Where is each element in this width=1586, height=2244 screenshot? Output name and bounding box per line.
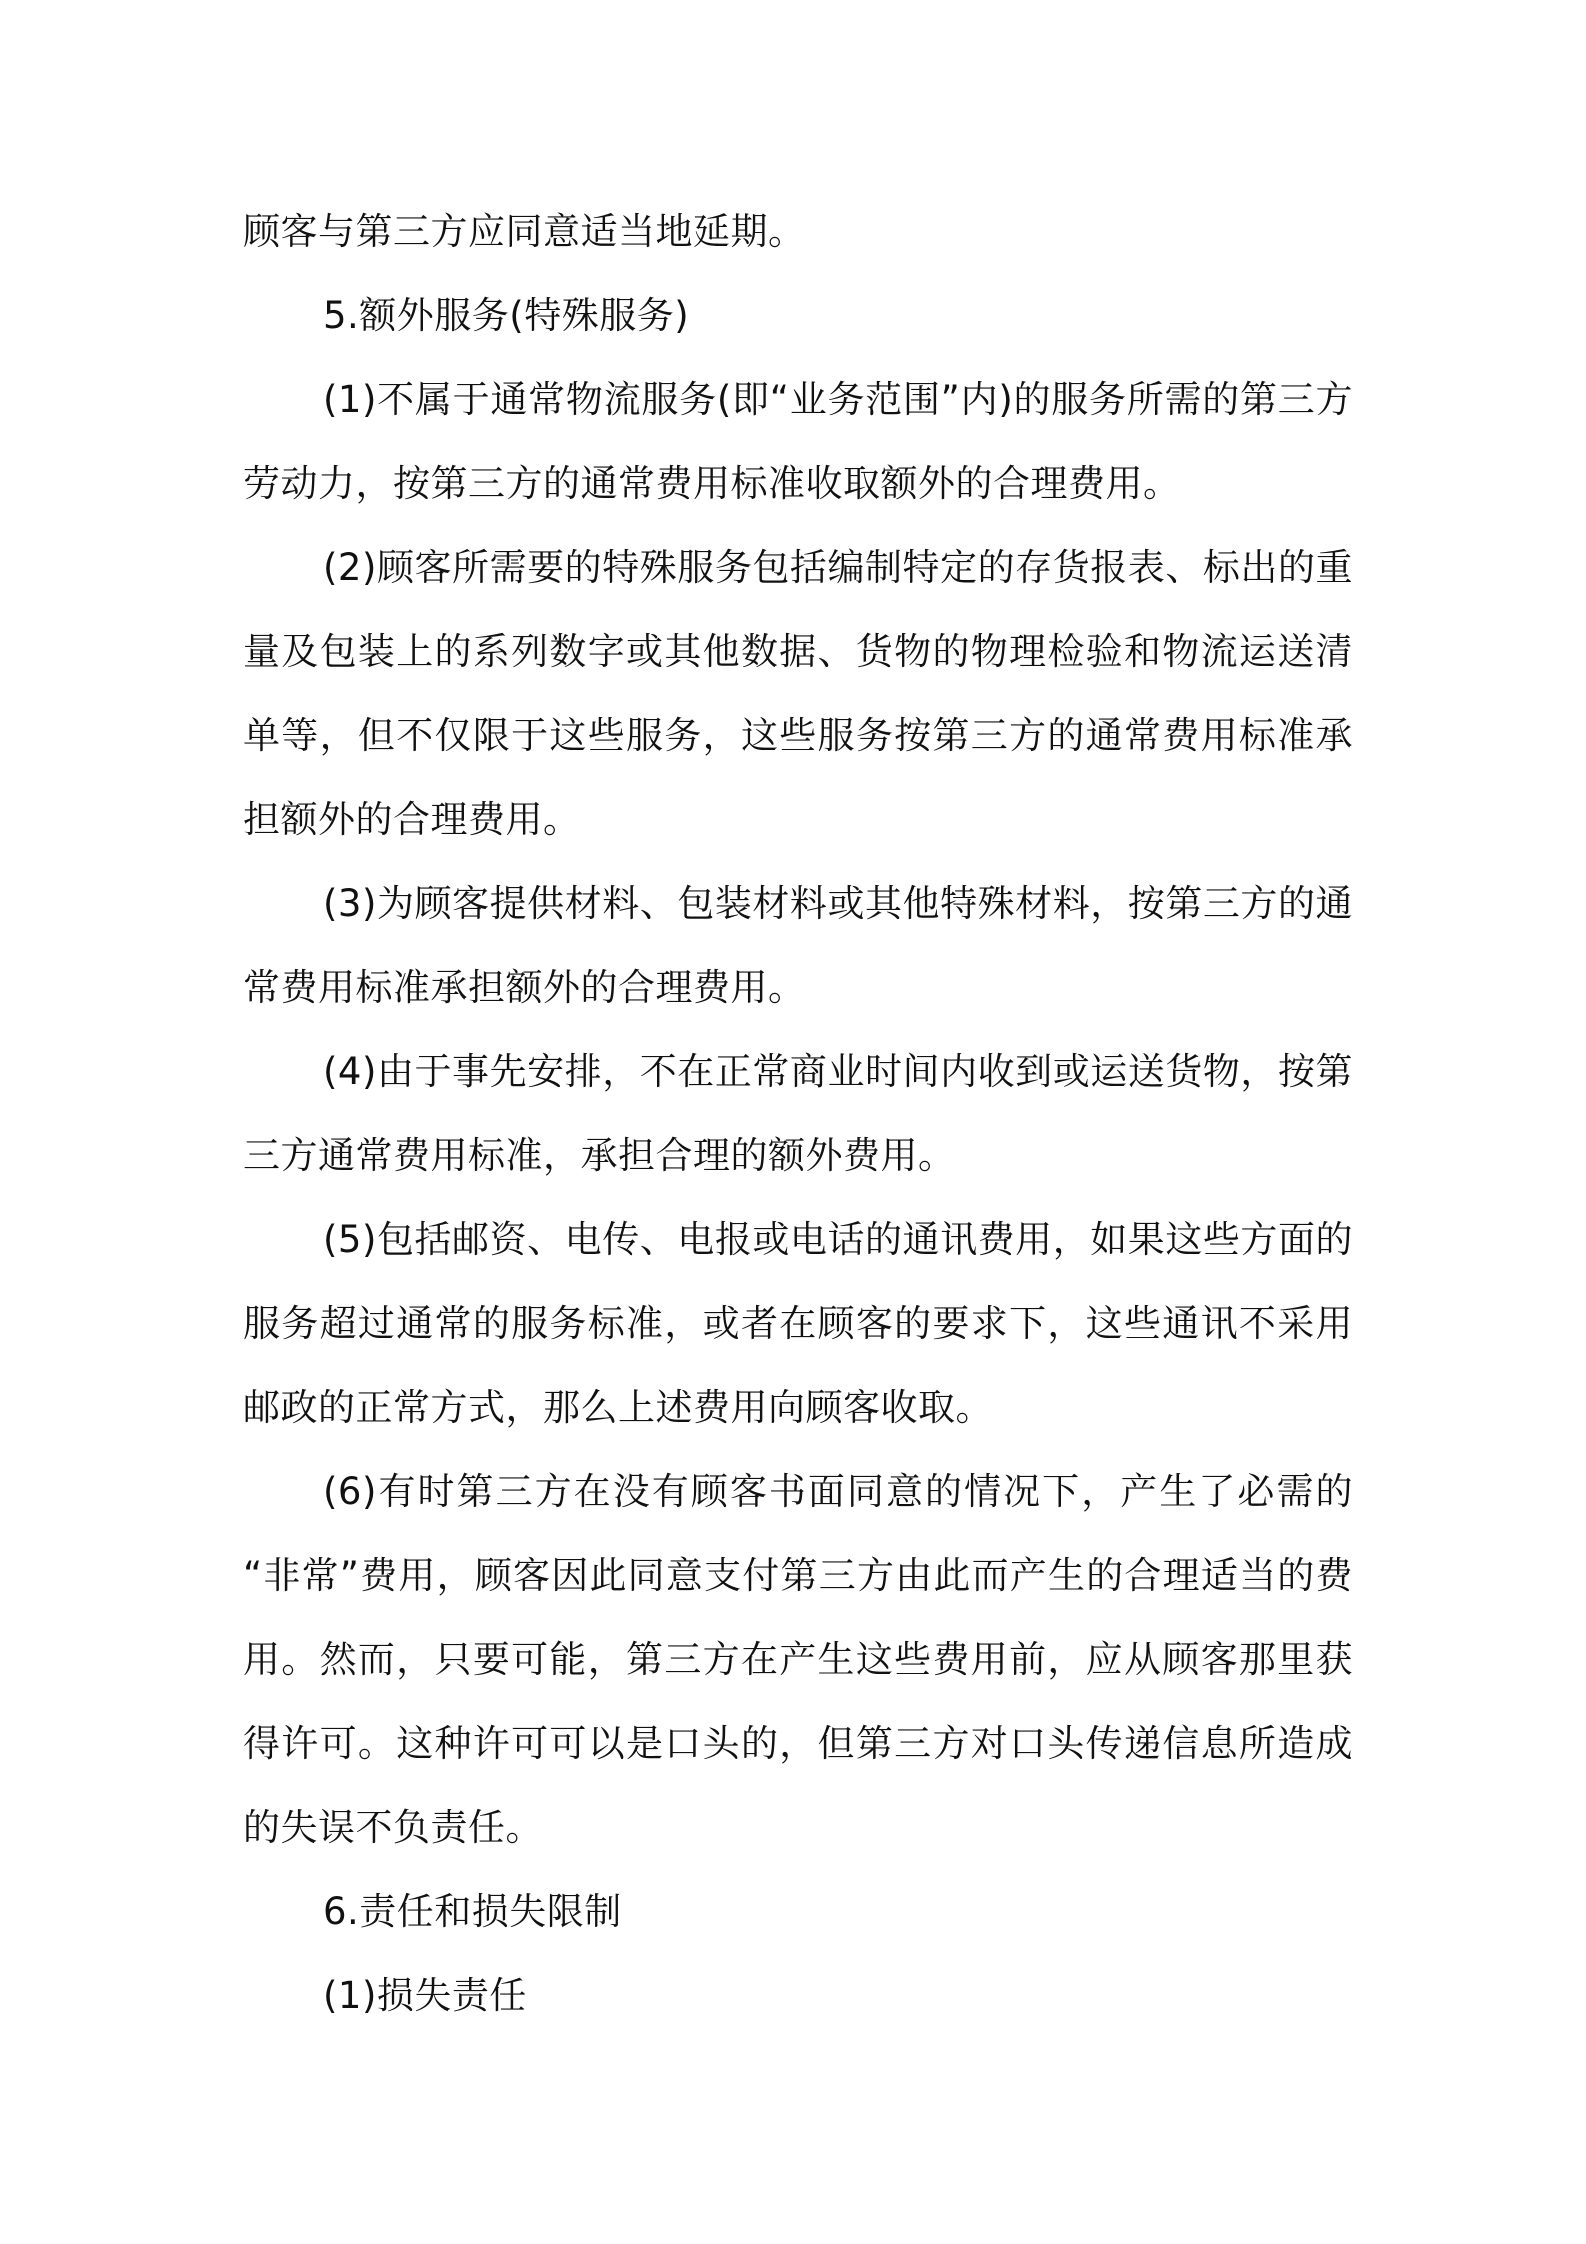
document-body: [243, 190, 1353, 2038]
paragraph-extension-agreement: 顾客与第三方应同意适当地延期。: [243, 210, 806, 253]
paragraph-item-1: (1)不属于通常物流服务(即“业务范围”内)的服务所需的第三方劳动力，按第三方的通常费用标准收取额外的合理费用。: [243, 378, 1353, 505]
paragraph-item-4: (4)由于事先安排，不在正常商业时间内收到或运送货物，按第三方通常费用标准，承担合理的额外费用。: [243, 1050, 1353, 1177]
paragraph-item-6: (6)有时第三方在没有顾客书面同意的情况下，产生了必需的 “非常”费用，顾客因此同意支付第三方由此而产生的合理适当的费用。然而，只要可能，第三方在产生这些费用前，应从顾客那里获得许可。这种许可可以是口头的，但第三方对口头传递信息所造成的失误不负责任。: [243, 1470, 1353, 1849]
paragraph-item-5: (5)包括邮资、电传、电报或电话的通讯费用，如果这些方面的服务超过通常的服务标准，或者在顾客的要求下，这些通讯不采用邮政的正常方式，那么上述费用向顾客收取。: [243, 1218, 1353, 1429]
paragraph-item-3: (3)为顾客提供材料、包装材料或其他特殊材料，按第三方的通常费用标准承担额外的合理费用。: [243, 882, 1353, 1009]
subheading-loss-liability: (1)损失责任: [323, 1974, 527, 2017]
heading-extra-services: 5.额外服务(特殊服务): [323, 294, 690, 337]
heading-liability-limits: 6.责任和损失限制: [323, 1890, 622, 1933]
paragraph-item-2: (2)顾客所需要的特殊服务包括编制特定的存货报表、标出的重量及包装上的系列数字或其他数据、货物的物理检验和物流运送清单等，但不仅限于这些服务，这些服务按第三方的通常费用标准承担额外的合理费用。: [243, 546, 1353, 841]
